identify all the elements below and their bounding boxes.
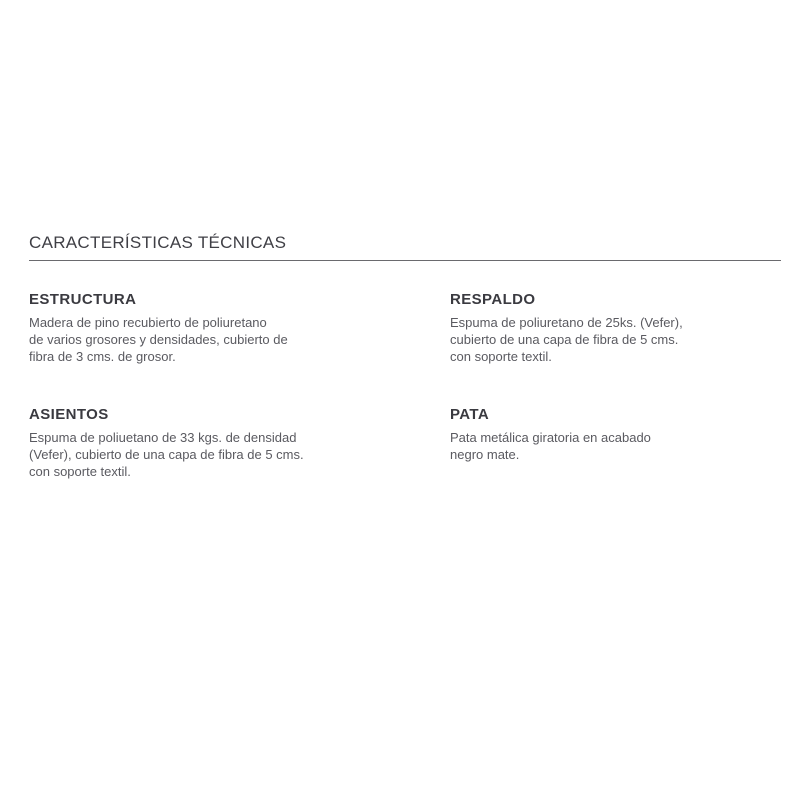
spec-line: Espuma de poliuetano de 33 kgs. de densidad xyxy=(29,430,297,445)
spec-text-asientos xyxy=(29,429,359,480)
spec-line: de varios grosores y densidades, cubierto de xyxy=(29,332,288,347)
spec-line: negro mate. xyxy=(450,447,520,462)
spec-estructura xyxy=(29,291,359,365)
spec-text-pata xyxy=(450,429,770,463)
spec-heading-asientos: ASIENTOS xyxy=(29,406,109,423)
spec-respaldo xyxy=(450,291,770,365)
spec-heading-estructura: ESTRUCTURA xyxy=(29,291,137,308)
spec-line: fibra de 3 cms. de grosor. xyxy=(29,349,176,364)
spec-heading-respaldo: RESPALDO xyxy=(450,291,536,308)
section-divider xyxy=(29,260,781,261)
spec-line: (Vefer), cubierto de una capa de fibra de 5 cms. xyxy=(29,447,304,462)
section-title: CARACTERÍSTICAS TÉCNICAS xyxy=(29,233,287,252)
spec-heading-pata: PATA xyxy=(450,406,490,423)
spec-text-estructura xyxy=(29,314,359,365)
spec-line: Madera de pino recubierto de poliuretano xyxy=(29,315,267,330)
spec-pata xyxy=(450,406,770,463)
spec-line: con soporte textil. xyxy=(29,464,131,479)
spec-line: Espuma de poliuretano de 25ks. (Vefer), xyxy=(450,315,683,330)
spec-line: cubierto de una capa de fibra de 5 cms. xyxy=(450,332,679,347)
spec-line: Pata metálica giratoria en acabado xyxy=(450,430,651,445)
spec-line: con soporte textil. xyxy=(450,349,552,364)
spec-text-respaldo xyxy=(450,314,770,365)
spec-asientos xyxy=(29,406,359,480)
